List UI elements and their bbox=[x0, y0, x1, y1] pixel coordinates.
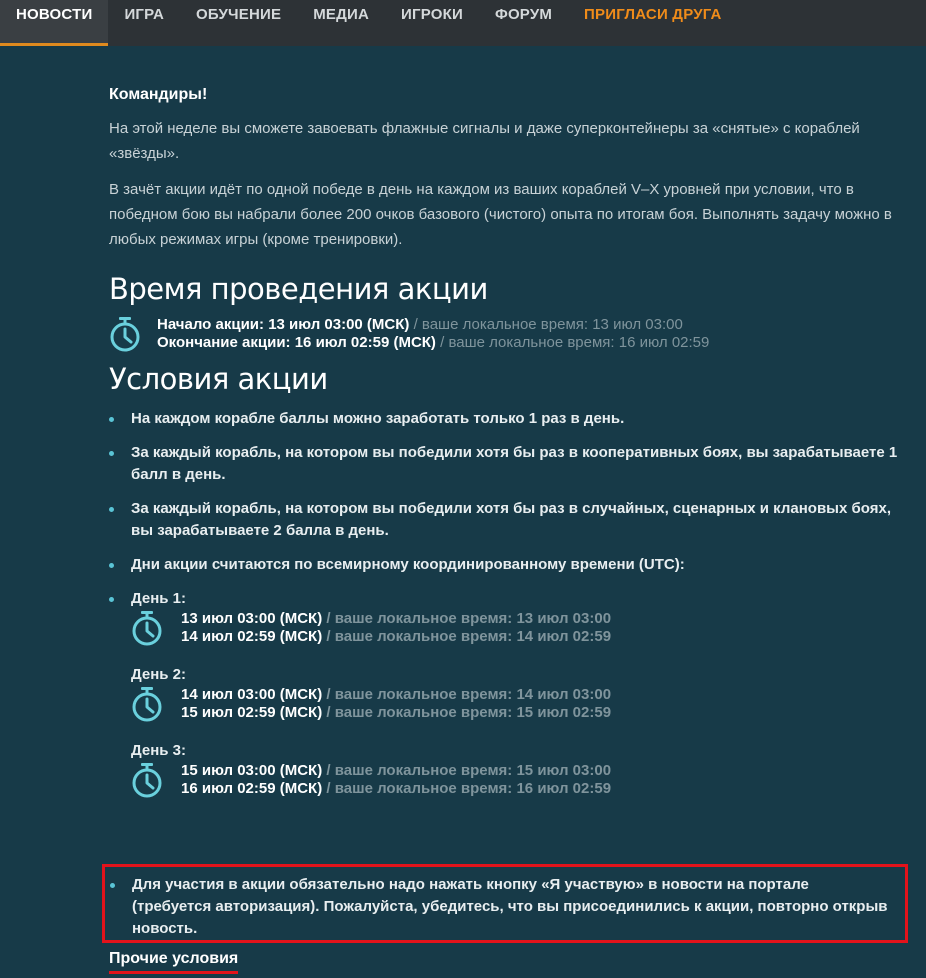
day-end-time bbox=[181, 628, 611, 646]
top-navigation bbox=[0, 0, 926, 46]
day-start-time bbox=[181, 762, 611, 780]
day-start-time bbox=[181, 686, 611, 704]
event-time-heading: Время проведения акции bbox=[109, 272, 488, 306]
day-end-local: / ваше локальное время: 16 июл 02:59 bbox=[322, 780, 612, 797]
article-content bbox=[109, 86, 909, 810]
day-end-msk: 14 июл 02:59 (МСК) bbox=[181, 628, 323, 645]
nav-item-game[interactable]: ИГРА bbox=[124, 5, 165, 23]
stopwatch-icon bbox=[131, 610, 163, 646]
conditions-list bbox=[109, 408, 909, 798]
day-time-range bbox=[131, 610, 899, 646]
day-end-msk: 16 июл 02:59 (МСК) bbox=[181, 780, 323, 797]
intro-paragraph-1: На этой неделе вы сможете завоевать флажные сигналы и даже суперконтейнеры за «снятые» с кораблей «звёзды». bbox=[109, 120, 860, 162]
day-end-time bbox=[181, 780, 611, 798]
nav-item-media[interactable]: МЕДИА bbox=[313, 5, 370, 23]
condition-item: За каждый корабль, на котором вы победили хотя бы раз в случайных, сценарных и клановых боях, вы зарабатываете 2 балла в день. bbox=[109, 498, 899, 542]
participation-notice-highlight bbox=[102, 864, 908, 943]
intro-paragraph-2: В зачёт акции идёт по одной победе в день на каждом из ваших кораблей V–X уровней при условии, что в победном бою вы набрали более 200 очков базового (чистого) опыта по итогам боя. Выполнять задачу можно в любых режимах игры (кроме тренировки). bbox=[109, 181, 892, 248]
day-start-msk: 14 июл 03:00 (МСК) bbox=[181, 686, 323, 703]
day-label: День 3: bbox=[131, 742, 186, 759]
conditions-heading: Условия акции bbox=[109, 362, 328, 396]
condition-item: За каждый корабль, на котором вы победили хотя бы раз в кооперативных боях, вы зарабатываете 1 балл в день. bbox=[109, 442, 899, 486]
stopwatch-icon bbox=[131, 762, 163, 798]
event-end-local: / ваше локальное время: 16 июл 02:59 bbox=[435, 334, 710, 351]
condition-item-days bbox=[109, 588, 899, 798]
day-start-local: / ваше локальное время: 13 июл 03:00 bbox=[322, 610, 612, 627]
nav-item-invite-friend[interactable]: ПРИГЛАСИ ДРУГА bbox=[584, 5, 722, 23]
day-start-local: / ваше локальное время: 15 июл 03:00 bbox=[322, 762, 612, 779]
condition-item: Дни акции считаются по всемирному координированному времени (UTC): bbox=[109, 554, 899, 576]
event-start-local: / ваше локальное время: 13 июл 03:00 bbox=[409, 316, 683, 333]
day-end-local: / ваше локальное время: 15 июл 02:59 bbox=[322, 704, 612, 721]
event-time-range bbox=[109, 316, 909, 352]
day-block-1 bbox=[131, 588, 899, 646]
day-start-msk: 13 июл 03:00 (МСК) bbox=[181, 610, 323, 627]
event-end-msk: Окончание акции: 16 июл 02:59 (МСК) bbox=[157, 334, 436, 351]
day-end-time bbox=[181, 704, 611, 722]
event-end-time bbox=[157, 334, 709, 352]
nav-item-news[interactable]: НОВОСТИ bbox=[0, 0, 108, 46]
greeting-heading: Командиры! bbox=[109, 86, 208, 103]
condition-item: На каждом корабле баллы можно заработать только 1 раз в день. bbox=[109, 408, 899, 430]
day-start-msk: 15 июл 03:00 (МСК) bbox=[181, 762, 323, 779]
day-block-2 bbox=[131, 664, 899, 722]
day-time-range bbox=[131, 762, 899, 798]
participation-notice: Для участия в акции обязательно надо нажать кнопку «Я участвую» в новости на портале (требуется авторизация). Пожалуйста, убедитесь, что вы присоединились к акции, повторно открыв новость. bbox=[110, 874, 890, 940]
day-label: День 1: bbox=[131, 590, 186, 607]
stopwatch-icon bbox=[109, 316, 141, 352]
day-start-time bbox=[181, 610, 611, 628]
nav-item-forum[interactable]: ФОРУМ bbox=[494, 5, 553, 23]
event-start-time bbox=[157, 316, 709, 334]
nav-item-learning[interactable]: ОБУЧЕНИЕ bbox=[196, 5, 282, 23]
day-end-local: / ваше локальное время: 14 июл 02:59 bbox=[322, 628, 612, 645]
event-start-msk: Начало акции: 13 июл 03:00 (МСК) bbox=[157, 316, 410, 333]
stopwatch-icon bbox=[131, 686, 163, 722]
other-conditions-link[interactable]: Прочие условия bbox=[109, 950, 238, 974]
day-time-range bbox=[131, 686, 899, 722]
day-start-local: / ваше локальное время: 14 июл 03:00 bbox=[322, 686, 612, 703]
day-block-3 bbox=[131, 740, 899, 798]
day-label: День 2: bbox=[131, 666, 186, 683]
day-end-msk: 15 июл 02:59 (МСК) bbox=[181, 704, 323, 721]
nav-item-players[interactable]: ИГРОКИ bbox=[401, 5, 463, 23]
